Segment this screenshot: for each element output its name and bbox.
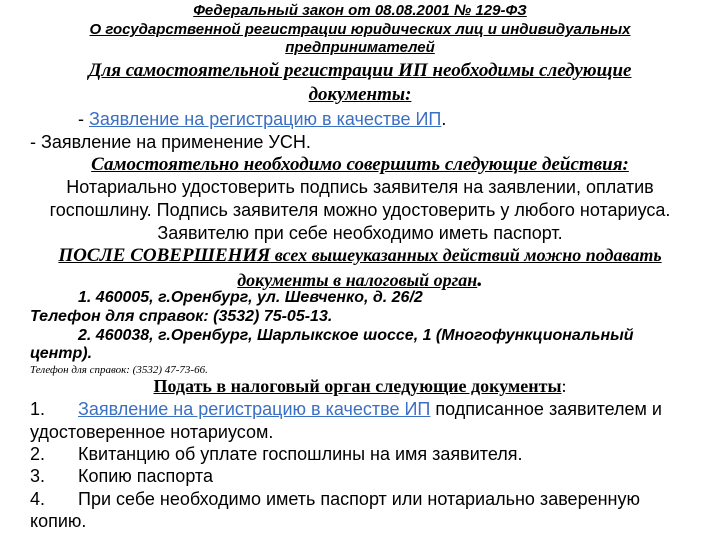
submit-item-4-num: 4. [30,489,46,509]
after-line2 [0,268,720,290]
submit-item-4-line2: копию. [30,511,87,531]
submit-item-1-rest: подписанное заявителем и [430,399,662,419]
actions-heading: Самостоятельно необходимо совершить следующие действия: [91,154,629,175]
self-registration-heading-line2: документы: [308,84,412,105]
after-line2-dot: . [477,266,483,291]
after-line2-text: документы в налоговый орган [237,270,478,290]
doc-item-2: - Заявление на применение УСН. [30,132,311,152]
phone-1: Телефон для справок: (3532) 75-05-13. [30,308,333,325]
submit-item-1 [78,400,662,418]
actions-line3: Заявителю при себе необходимо иметь паспорт. [157,223,563,243]
self-registration-heading-line1: Для самостоятельной регистрации ИП необходимы следующие [88,60,632,81]
submit-item-2: Квитанцию об уплате госпошлины на имя заявителя. [78,444,523,464]
actions-line1: Нотариально удостоверить подпись заявителя на заявлении, оплатив [66,177,654,197]
submit-item-4: При себе необходимо иметь паспорт или нотариально заверенную [78,489,640,509]
after-rest: всех вышеуказанных действий можно подавать [270,245,662,265]
doc-item-1-suffix: . [441,109,447,129]
address-2-line2: центр). [30,345,93,362]
doc-item-1-prefix: - [78,109,89,129]
submit-item-3: Копию паспорта [78,466,213,486]
submit-heading [0,377,720,395]
submit-registration-application-link[interactable]: Заявление на регистрацию в качестве ИП [78,399,431,419]
address-2-line1: 2. 460038, г.Оренбург, Шарлыкское шоссе, 1 (Многофункциональный [78,327,634,344]
submit-heading-colon: : [561,376,567,396]
submit-item-1-num: 1. [30,399,46,419]
registration-application-link[interactable]: Заявление на регистрацию в качестве ИП [89,109,442,129]
phone-2: Телефон для справок: (3532) 47-73-66. [30,364,208,376]
submit-item-3-num: 3. [30,466,46,486]
doc-item-1 [78,110,446,128]
actions-line2: госпошлину. Подпись заявителя можно удостоверить у любого нотариуса. [49,200,671,220]
submit-heading-text: Подать в налоговый орган следующие документы [153,376,562,396]
law-subtitle-line2: предпринимателей [285,39,435,56]
address-1: 1. 460005, г.Оренбург, ул. Шевченко, д. 26/2 [78,289,423,306]
law-title: Федеральный закон от 08.08.2001 № 129-ФЗ [193,2,527,19]
after-line1 [0,246,720,265]
submit-item-1-line2: удостоверенное нотариусом. [30,422,274,442]
law-subtitle-line1: О государственной регистрации юридических лиц и индивидуальных [89,21,631,38]
after-caps: ПОСЛЕ СОВЕРШЕНИЯ [58,245,271,266]
submit-item-2-num: 2. [30,444,46,464]
